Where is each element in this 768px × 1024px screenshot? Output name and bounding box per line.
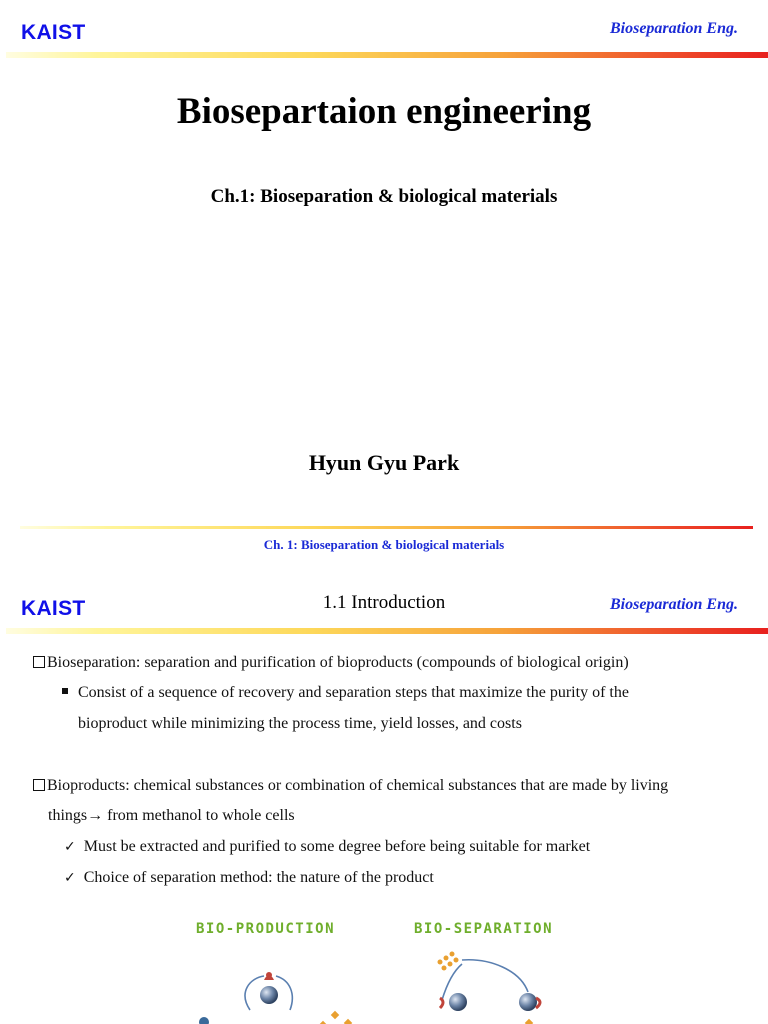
course-label: Bioseparation Eng. bbox=[609, 20, 738, 37]
product-icon bbox=[331, 1011, 339, 1019]
bullet-bioproducts-cont: things→ from methanol to whole cells bbox=[48, 807, 295, 824]
course-label-2: Bioseparation Eng. bbox=[609, 596, 738, 613]
checkmark-icon: ✓ bbox=[64, 839, 76, 855]
sub-bullet-sequence: Consist of a sequence of recovery and separation steps that maximize the purity of the bbox=[62, 683, 629, 703]
footer-gradient-divider bbox=[20, 526, 753, 529]
product-icon bbox=[344, 1019, 352, 1024]
kaist-logo-2: KAIST bbox=[21, 597, 86, 620]
molecule-icon bbox=[199, 1017, 209, 1024]
checkbox-bullet-icon bbox=[33, 779, 45, 791]
bullet-bioseparation: Bioseparation: separation and purification of bioproducts (compounds of biological origin) bbox=[33, 653, 629, 673]
check-bullet-choice: ✓ Choice of separation method: the nature of the product bbox=[64, 869, 434, 886]
cycle-arrow-icon bbox=[462, 960, 528, 992]
chapter-subtitle: Ch.1: Bioseparation & biological materials bbox=[210, 186, 558, 207]
check-bullet-extracted: ✓ Must be extracted and purified to some degree before being suitable for market bbox=[64, 838, 591, 855]
checkbox-bullet-icon bbox=[33, 656, 45, 668]
square-bullet-icon bbox=[62, 688, 68, 694]
checkmark-icon: ✓ bbox=[64, 870, 76, 886]
bullet-bioproducts: Bioproducts: chemical substances or combination of chemical substances that are made by living bbox=[33, 776, 668, 796]
header-gradient-divider-2 bbox=[6, 628, 768, 634]
figure-label-bioproduction: BIO-PRODUCTION bbox=[196, 921, 336, 937]
product-cluster-icon bbox=[438, 952, 459, 971]
cycle-arrow-icon bbox=[276, 976, 292, 1010]
footer-chapter-label: Ch. 1: Bioseparation & biological materials bbox=[263, 537, 505, 552]
cell-sphere-icon bbox=[449, 993, 467, 1011]
page-title: Biosepartaion engineering bbox=[176, 91, 592, 132]
author-name: Hyun Gyu Park bbox=[308, 450, 460, 475]
bio-process-illustration bbox=[180, 940, 600, 1024]
section-title: 1.1 Introduction bbox=[322, 592, 446, 613]
cell-sphere-icon bbox=[519, 993, 537, 1011]
sub-bullet-sequence-cont: bioproduct while minimizing the process time, yield losses, and costs bbox=[78, 715, 522, 732]
header-gradient-divider bbox=[6, 52, 768, 58]
cell-sphere-icon bbox=[260, 986, 278, 1004]
figure-label-bioseparation: BIO-SEPARATION bbox=[414, 921, 554, 937]
kaist-logo: KAIST bbox=[21, 21, 86, 44]
